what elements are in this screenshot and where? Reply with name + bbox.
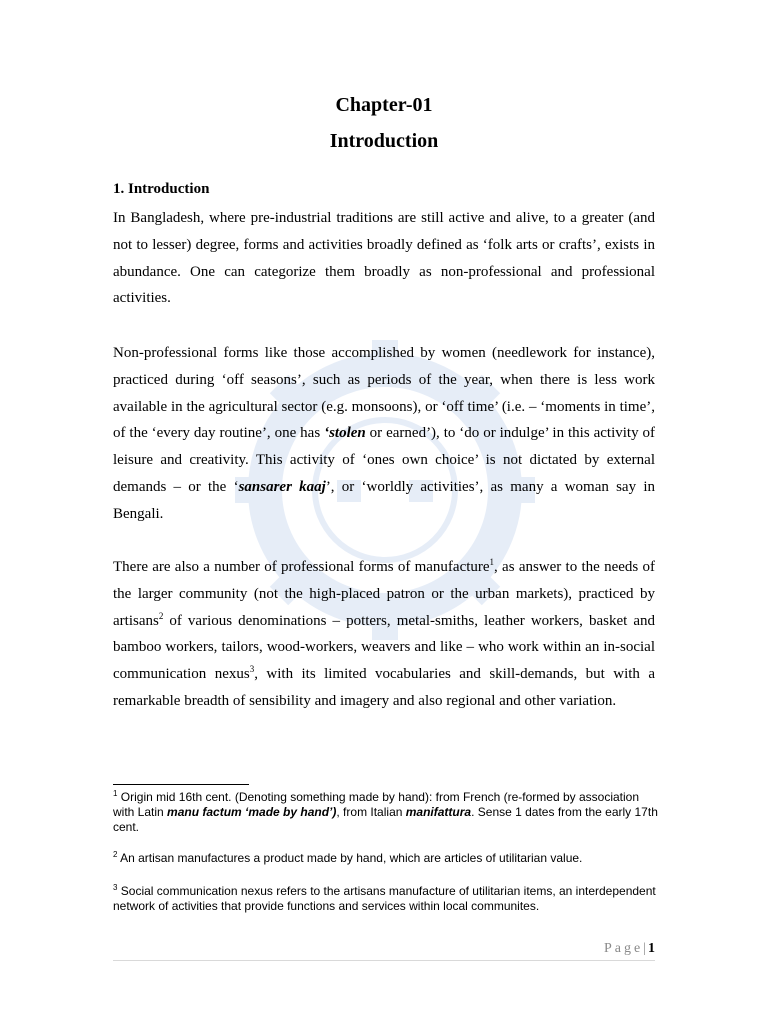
paragraph-3 [113,554,655,715]
paragraph-1: In Bangladesh, where pre-industrial traditions are still active and alive, to a greater (and not to lesser) degree, forms and activities broadly defined as ‘folk arts or crafts’, exists in abundance. One can categorize them broadly as non-professional and professional activities. [113,210,655,307]
emphasis-stolen: ‘stolen [324,425,366,442]
footnote-3-text: Social communication nexus refers to the artisans manufacture of utilitarian items, an interdependent network of activities that provide functions and services within local communites. [113,884,656,913]
paragraph-2-text-c: or earned’), to ‘do or indulge’ in this activity of leisure and creativity. This activity of ‘ones own choice’ is not dictated by external demands – or the ‘ [113,425,655,495]
footnote-2-number: 2 [113,850,118,859]
footnote-3 [113,884,658,914]
footnote-separator [113,784,249,785]
chapter-subtitle: Introduction [329,130,439,152]
chapter-title: Chapter-01 [335,94,433,116]
footnote-ref-2[interactable]: 2 [158,610,164,621]
footnote-1-emphasis-latin: manu factum ‘made by hand’) [167,805,337,819]
page-separator: | [643,941,646,956]
paragraph-2 [113,340,655,528]
footnote-1-text-e: . Sense 1 dates from the early 17th cent. [113,805,658,834]
footnote-2-text: An artisan manufactures a product made by hand, which are articles of utilitarian value. [117,851,583,865]
page-footer [113,940,655,958]
footnote-ref-3[interactable]: 3 [249,664,255,675]
paragraph-2-text-a: Non-professional forms like those accomplished by women (needlework for instance), practiced during ‘off seasons’, such as periods of the year, when there is less work available in the agricultural sector (e.g. monsoons), or ‘off time’ (i.e. – ‘moments in time’, of the ‘every day routine’, one has [113,345,655,442]
footnote-1 [113,790,658,835]
footnote-1-number: 1 [113,789,118,798]
paragraph-3-text-a: There are also a number of professional forms of manufacture [113,559,490,575]
section-heading: 1. Introduction [113,181,210,197]
paragraph-3-text-b: , as answer to the needs of the larger community (not the high-placed patron or the urban markets), practiced by artisans [113,559,655,629]
paragraph-2-text-e: ’, or ‘worldly activities’, as many a woman say in Bengali. [113,478,655,522]
emphasis-sansarer-kaaj: sansarer kaaj [238,478,326,495]
page-label: Page [603,941,644,956]
footnote-2 [113,851,658,866]
paragraph-3-text-c: of various denominations – potters, metal-smiths, leather workers, basket and bamboo workers, tailors, wood-workers, weavers and like – who work within an in-social communication nexus [113,612,655,683]
page-number: 1 [648,941,655,956]
footnote-1-emphasis-italian: manifattura [405,805,472,819]
footnote-3-number: 3 [113,883,118,892]
footnote-ref-1[interactable]: 1 [489,557,495,567]
footnote-1-text-a: Origin mid 16th cent. (Denoting something made by hand): from French (re-formed by association with Latin [113,790,640,819]
paragraph-3-text-d: , with its limited vocabularies and skill-demands, but with a remarkable breadth of sensibility and imagery and also regional and other variation. [113,666,655,709]
footnote-1-text-c: , from Italian [336,805,406,819]
footer-rule [113,960,655,961]
